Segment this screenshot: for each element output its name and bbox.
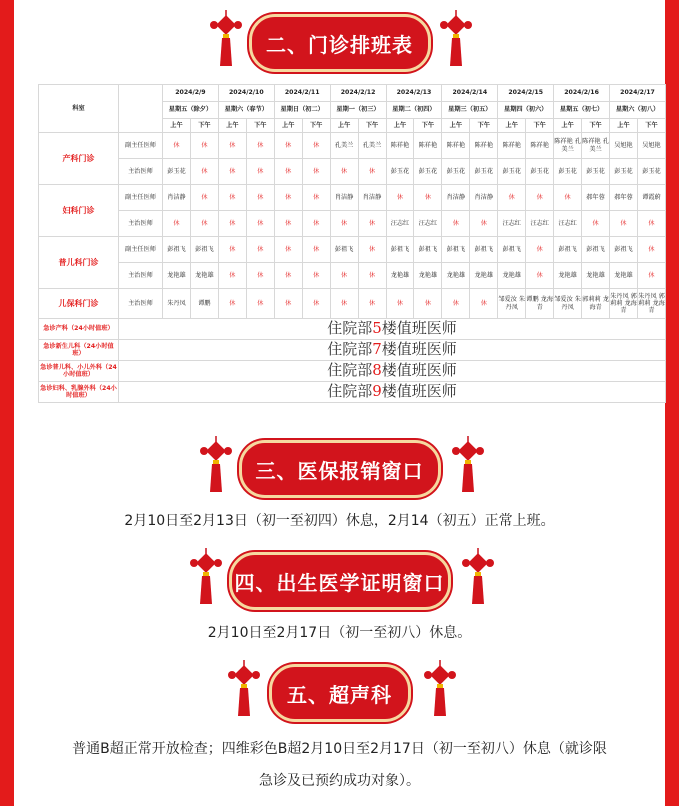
schedule-cell: 休 <box>302 133 330 159</box>
corner-header: 科室 <box>39 85 119 133</box>
schedule-cell: 休 <box>190 159 218 185</box>
schedule-cell: 休 <box>274 159 302 185</box>
schedule-cell: 谭鹏 <box>190 289 218 319</box>
section-title: 四、出生医学证明窗口 <box>234 570 445 595</box>
schedule-cell: 陈祥艳 <box>526 133 554 159</box>
schedule-cell: 彭玉花 <box>498 159 526 185</box>
schedule-cell: 彭祖飞 <box>190 237 218 263</box>
schedule-cell: 休 <box>302 185 330 211</box>
pm-header: 下午 <box>358 119 386 133</box>
schedule-cell: 休 <box>218 133 246 159</box>
doctor-title: 主治医师 <box>119 211 163 237</box>
schedule-cell: 休 <box>582 211 610 237</box>
schedule-cell: 龙艳雄 <box>470 263 498 289</box>
chinese-knot-icon <box>226 660 262 720</box>
schedule-cell: 休 <box>610 211 638 237</box>
date-header: 2024/2/16 <box>554 85 610 102</box>
schedule-cell: 龙艳雄 <box>582 263 610 289</box>
table-row <box>39 211 666 237</box>
schedule-cell: 汪志红 <box>526 211 554 237</box>
schedule-cell: 龙艳雄 <box>190 263 218 289</box>
emergency-duty <box>119 361 666 382</box>
table-row <box>39 263 666 289</box>
schedule-cell: 休 <box>470 211 498 237</box>
ultrasound-text-line1: 普通B超正常开放检查；四维彩色B超2月10日至2月17日（初一至初八）休息（就诊限 <box>72 741 607 757</box>
schedule-cell: 彭祖飞 <box>442 237 470 263</box>
schedule-cell: 谭霞蔚 <box>637 185 665 211</box>
right-red-border <box>665 0 679 806</box>
schedule-cell: 彭祖飞 <box>470 237 498 263</box>
am-header: 上午 <box>163 119 191 133</box>
schedule-cell: 吴旭艳 <box>610 133 638 159</box>
schedule-cell: 休 <box>274 237 302 263</box>
schedule-cell: 肖洁静 <box>358 185 386 211</box>
weekday-header: 星期六（初八） <box>610 102 666 119</box>
schedule-cell: 休 <box>442 289 470 319</box>
pm-header: 下午 <box>582 119 610 133</box>
schedule-cell: 休 <box>358 237 386 263</box>
birth-cert-text: 2月10日至2月17日（初一至初八）休息。 <box>207 625 472 641</box>
emergency-duty <box>119 319 666 340</box>
section-title: 二、门诊排班表 <box>266 32 413 57</box>
schedule-cell: 休 <box>274 185 302 211</box>
schedule-cell: 休 <box>358 211 386 237</box>
schedule-cell: 彭玉花 <box>163 159 191 185</box>
ultrasound-text-line2: 急诊及已预约成功对象）。 <box>259 773 420 789</box>
schedule-cell: 休 <box>246 237 274 263</box>
schedule-cell: 休 <box>498 185 526 211</box>
duty-suffix: 楼值班医师 <box>381 382 457 401</box>
pm-header: 下午 <box>414 119 442 133</box>
schedule-cell: 彭祖飞 <box>163 237 191 263</box>
insurance-text: 2月10日至2月13日（初一至初四）休息，2月14（初五）正常上班。 <box>124 513 555 529</box>
schedule-cell: 休 <box>358 159 386 185</box>
schedule-cell: 休 <box>218 289 246 319</box>
am-header: 上午 <box>274 119 302 133</box>
schedule-cell: 朱丹凤 郭莉莉 龙海青 <box>637 289 665 319</box>
table-row <box>39 159 666 185</box>
section-banner-birth-cert <box>229 552 451 610</box>
emergency-label: 急诊产科（24小时值班） <box>39 319 119 340</box>
schedule-cell: 休 <box>218 263 246 289</box>
schedule-cell: 休 <box>330 263 358 289</box>
chinese-knot-icon <box>422 660 458 720</box>
schedule-table <box>38 84 666 403</box>
am-header: 上午 <box>498 119 526 133</box>
schedule-cell: 休 <box>246 211 274 237</box>
weekday-header: 星期五（初七） <box>554 102 610 119</box>
duty-prefix: 住院部 <box>327 382 373 401</box>
schedule-cell: 陈祥艳 <box>414 133 442 159</box>
blank-header <box>119 85 163 133</box>
emergency-label: 急诊妇科、乳腺外科（24小时值班） <box>39 382 119 403</box>
schedule-cell: 休 <box>190 185 218 211</box>
schedule-cell: 汪志红 <box>414 211 442 237</box>
emergency-row <box>39 319 666 340</box>
schedule-cell: 邹爱汝 朱丹凤 <box>498 289 526 319</box>
emergency-label: 急诊新生儿科（24小时值班） <box>39 340 119 361</box>
chinese-knot-icon <box>188 548 224 608</box>
duty-floor: 5 <box>372 319 382 338</box>
doctor-title: 副主任医师 <box>119 133 163 159</box>
date-header: 2024/2/9 <box>163 85 219 102</box>
emergency-row <box>39 382 666 403</box>
schedule-cell: 休 <box>442 211 470 237</box>
schedule-cell: 休 <box>526 263 554 289</box>
schedule-cell: 休 <box>554 185 582 211</box>
schedule-cell: 郭莉莉 龙海青 <box>582 289 610 319</box>
schedule-cell: 朱丹凤 <box>163 289 191 319</box>
schedule-cell: 彭玉花 <box>414 159 442 185</box>
schedule-cell: 彭祖飞 <box>582 237 610 263</box>
schedule-cell: 彭玉花 <box>470 159 498 185</box>
schedule-cell: 吴旭艳 <box>637 133 665 159</box>
schedule-cell: 休 <box>218 237 246 263</box>
schedule-cell: 休 <box>386 289 414 319</box>
section-banner-insurance <box>239 440 441 498</box>
schedule-cell: 休 <box>274 289 302 319</box>
schedule-cell: 郝年蓉 <box>610 185 638 211</box>
department-name: 儿保科门诊 <box>39 289 119 319</box>
doctor-title: 副主任医师 <box>119 185 163 211</box>
schedule-cell: 休 <box>526 185 554 211</box>
schedule-cell: 肖洁静 <box>330 185 358 211</box>
table-row <box>39 289 666 319</box>
schedule-cell: 休 <box>163 211 191 237</box>
schedule-cell: 休 <box>190 133 218 159</box>
schedule-cell: 休 <box>246 133 274 159</box>
schedule-cell: 汪志红 <box>554 211 582 237</box>
schedule-cell: 彭玉花 <box>610 159 638 185</box>
chinese-knot-icon <box>450 436 486 496</box>
schedule-cell: 休 <box>637 263 665 289</box>
doctor-title: 主治医师 <box>119 289 163 319</box>
date-header: 2024/2/17 <box>610 85 666 102</box>
schedule-cell: 彭玉花 <box>582 159 610 185</box>
schedule-cell: 彭玉花 <box>554 159 582 185</box>
date-header: 2024/2/14 <box>442 85 498 102</box>
schedule-cell: 彭玉花 <box>386 159 414 185</box>
schedule-cell: 陈祥艳 <box>470 133 498 159</box>
doctor-title: 副主任医师 <box>119 237 163 263</box>
schedule-cell: 休 <box>246 263 274 289</box>
schedule-cell: 休 <box>470 289 498 319</box>
weekday-header: 星期六（春节） <box>218 102 274 119</box>
chinese-knot-icon <box>460 548 496 608</box>
schedule-cell: 彭祖飞 <box>414 237 442 263</box>
emergency-rows <box>39 319 666 403</box>
emergency-row <box>39 340 666 361</box>
pm-header: 下午 <box>190 119 218 133</box>
pm-header: 下午 <box>637 119 665 133</box>
schedule-cell: 休 <box>274 133 302 159</box>
schedule-cell: 郝年蓉 <box>582 185 610 211</box>
schedule-cell: 彭玉花 <box>442 159 470 185</box>
schedule-cell: 休 <box>386 185 414 211</box>
emergency-duty <box>119 382 666 403</box>
schedule-cell: 彭祖飞 <box>498 237 526 263</box>
emergency-label: 急诊普儿科、小儿外科（24小时值班） <box>39 361 119 382</box>
am-header: 上午 <box>442 119 470 133</box>
schedule-cell: 汪志红 <box>386 211 414 237</box>
pm-header: 下午 <box>246 119 274 133</box>
duty-floor: 8 <box>372 361 382 380</box>
department-rows <box>39 133 666 319</box>
duty-suffix: 楼值班医师 <box>381 319 457 338</box>
schedule-cell: 肖洁静 <box>163 185 191 211</box>
duty-prefix: 住院部 <box>327 340 373 359</box>
schedule-cell: 陈祥艳 孔美兰 <box>554 133 582 159</box>
schedule-cell: 肖洁静 <box>442 185 470 211</box>
schedule-cell: 龙艳雄 <box>414 263 442 289</box>
schedule-cell: 休 <box>358 263 386 289</box>
schedule-cell: 休 <box>414 289 442 319</box>
pm-header: 下午 <box>470 119 498 133</box>
date-header: 2024/2/13 <box>386 85 442 102</box>
schedule-cell: 休 <box>302 237 330 263</box>
table-row <box>39 237 666 263</box>
schedule-cell: 休 <box>526 237 554 263</box>
chinese-knot-icon <box>198 436 234 496</box>
weekday-header: 星期三（初五） <box>442 102 498 119</box>
schedule-cell: 休 <box>302 289 330 319</box>
schedule-cell: 休 <box>274 263 302 289</box>
schedule-cell: 休 <box>274 211 302 237</box>
schedule-cell: 彭玉花 <box>526 159 554 185</box>
schedule-cell: 休 <box>358 289 386 319</box>
schedule-cell: 休 <box>302 263 330 289</box>
section-banner-ultrasound <box>269 664 411 722</box>
schedule-cell: 彭祖飞 <box>610 237 638 263</box>
schedule-cell: 龙艳雄 <box>442 263 470 289</box>
schedule-cell: 孔美兰 <box>358 133 386 159</box>
schedule-cell: 休 <box>246 185 274 211</box>
pm-header: 下午 <box>526 119 554 133</box>
am-header: 上午 <box>386 119 414 133</box>
schedule-cell: 休 <box>218 211 246 237</box>
schedule-cell: 彭祖飞 <box>330 237 358 263</box>
schedule-cell: 休 <box>637 237 665 263</box>
schedule-cell: 休 <box>330 159 358 185</box>
schedule-cell: 陈祥艳 <box>442 133 470 159</box>
schedule-cell: 休 <box>302 211 330 237</box>
schedule-cell: 邹爱汝 朱丹凤 <box>554 289 582 319</box>
schedule-cell: 休 <box>330 289 358 319</box>
table-row <box>39 185 666 211</box>
weekday-header: 星期五（除夕） <box>163 102 219 119</box>
schedule-cell: 汪志红 <box>498 211 526 237</box>
schedule-cell: 陈祥艳 孔美兰 <box>582 133 610 159</box>
duty-suffix: 楼值班医师 <box>381 340 457 359</box>
chinese-knot-icon <box>438 10 474 70</box>
am-header: 上午 <box>330 119 358 133</box>
weekday-header: 星期四（初六） <box>498 102 554 119</box>
section-banner-schedule <box>249 14 431 72</box>
schedule-cell: 龙艳雄 <box>498 263 526 289</box>
schedule-cell: 龙艳雄 <box>386 263 414 289</box>
weekday-header: 星期日（初二） <box>274 102 330 119</box>
chinese-knot-icon <box>208 10 244 70</box>
schedule-cell: 朱丹凤 郭莉莉 龙海青 <box>610 289 638 319</box>
duty-floor: 7 <box>372 340 382 359</box>
weekday-header: 星期一（初三） <box>330 102 386 119</box>
pm-header: 下午 <box>302 119 330 133</box>
date-header: 2024/2/11 <box>274 85 330 102</box>
left-red-border <box>0 0 14 806</box>
emergency-row <box>39 361 666 382</box>
duty-floor: 9 <box>372 382 382 401</box>
schedule-cell: 休 <box>637 211 665 237</box>
emergency-duty <box>119 340 666 361</box>
weekday-header: 星期二（初四） <box>386 102 442 119</box>
duty-suffix: 楼值班医师 <box>381 361 457 380</box>
schedule-cell: 休 <box>218 159 246 185</box>
table-row <box>39 133 666 159</box>
section-title: 五、超声科 <box>287 682 392 707</box>
am-header: 上午 <box>554 119 582 133</box>
date-header: 2024/2/10 <box>218 85 274 102</box>
schedule-cell: 孔美兰 <box>330 133 358 159</box>
date-header: 2024/2/15 <box>498 85 554 102</box>
notice-page <box>14 0 665 806</box>
schedule-cell: 陈祥艳 <box>498 133 526 159</box>
schedule-cell: 肖洁静 <box>470 185 498 211</box>
schedule-cell: 休 <box>246 289 274 319</box>
schedule-cell: 龙艳雄 <box>554 263 582 289</box>
schedule-cell: 休 <box>163 133 191 159</box>
schedule-cell: 龙艳雄 <box>610 263 638 289</box>
am-header: 上午 <box>218 119 246 133</box>
schedule-cell: 休 <box>414 185 442 211</box>
date-header: 2024/2/12 <box>330 85 386 102</box>
duty-prefix: 住院部 <box>327 319 373 338</box>
schedule-cell: 休 <box>246 159 274 185</box>
am-header: 上午 <box>610 119 638 133</box>
schedule-cell: 休 <box>218 185 246 211</box>
doctor-title: 主治医师 <box>119 263 163 289</box>
department-name: 普儿科门诊 <box>39 237 119 289</box>
schedule-cell: 陈祥艳 <box>386 133 414 159</box>
duty-prefix: 住院部 <box>327 361 373 380</box>
schedule-cell: 彭祖飞 <box>554 237 582 263</box>
schedule-cell: 休 <box>190 211 218 237</box>
schedule-cell: 休 <box>302 159 330 185</box>
schedule-cell: 休 <box>330 211 358 237</box>
schedule-cell: 彭玉花 <box>637 159 665 185</box>
section-title: 三、医保报销窗口 <box>255 458 424 483</box>
schedule-cell: 彭祖飞 <box>386 237 414 263</box>
schedule-cell: 龙艳雄 <box>163 263 191 289</box>
department-name: 妇科门诊 <box>39 185 119 237</box>
doctor-title: 主治医师 <box>119 159 163 185</box>
schedule-cell: 谭鹏 龙海青 <box>526 289 554 319</box>
department-name: 产科门诊 <box>39 133 119 185</box>
